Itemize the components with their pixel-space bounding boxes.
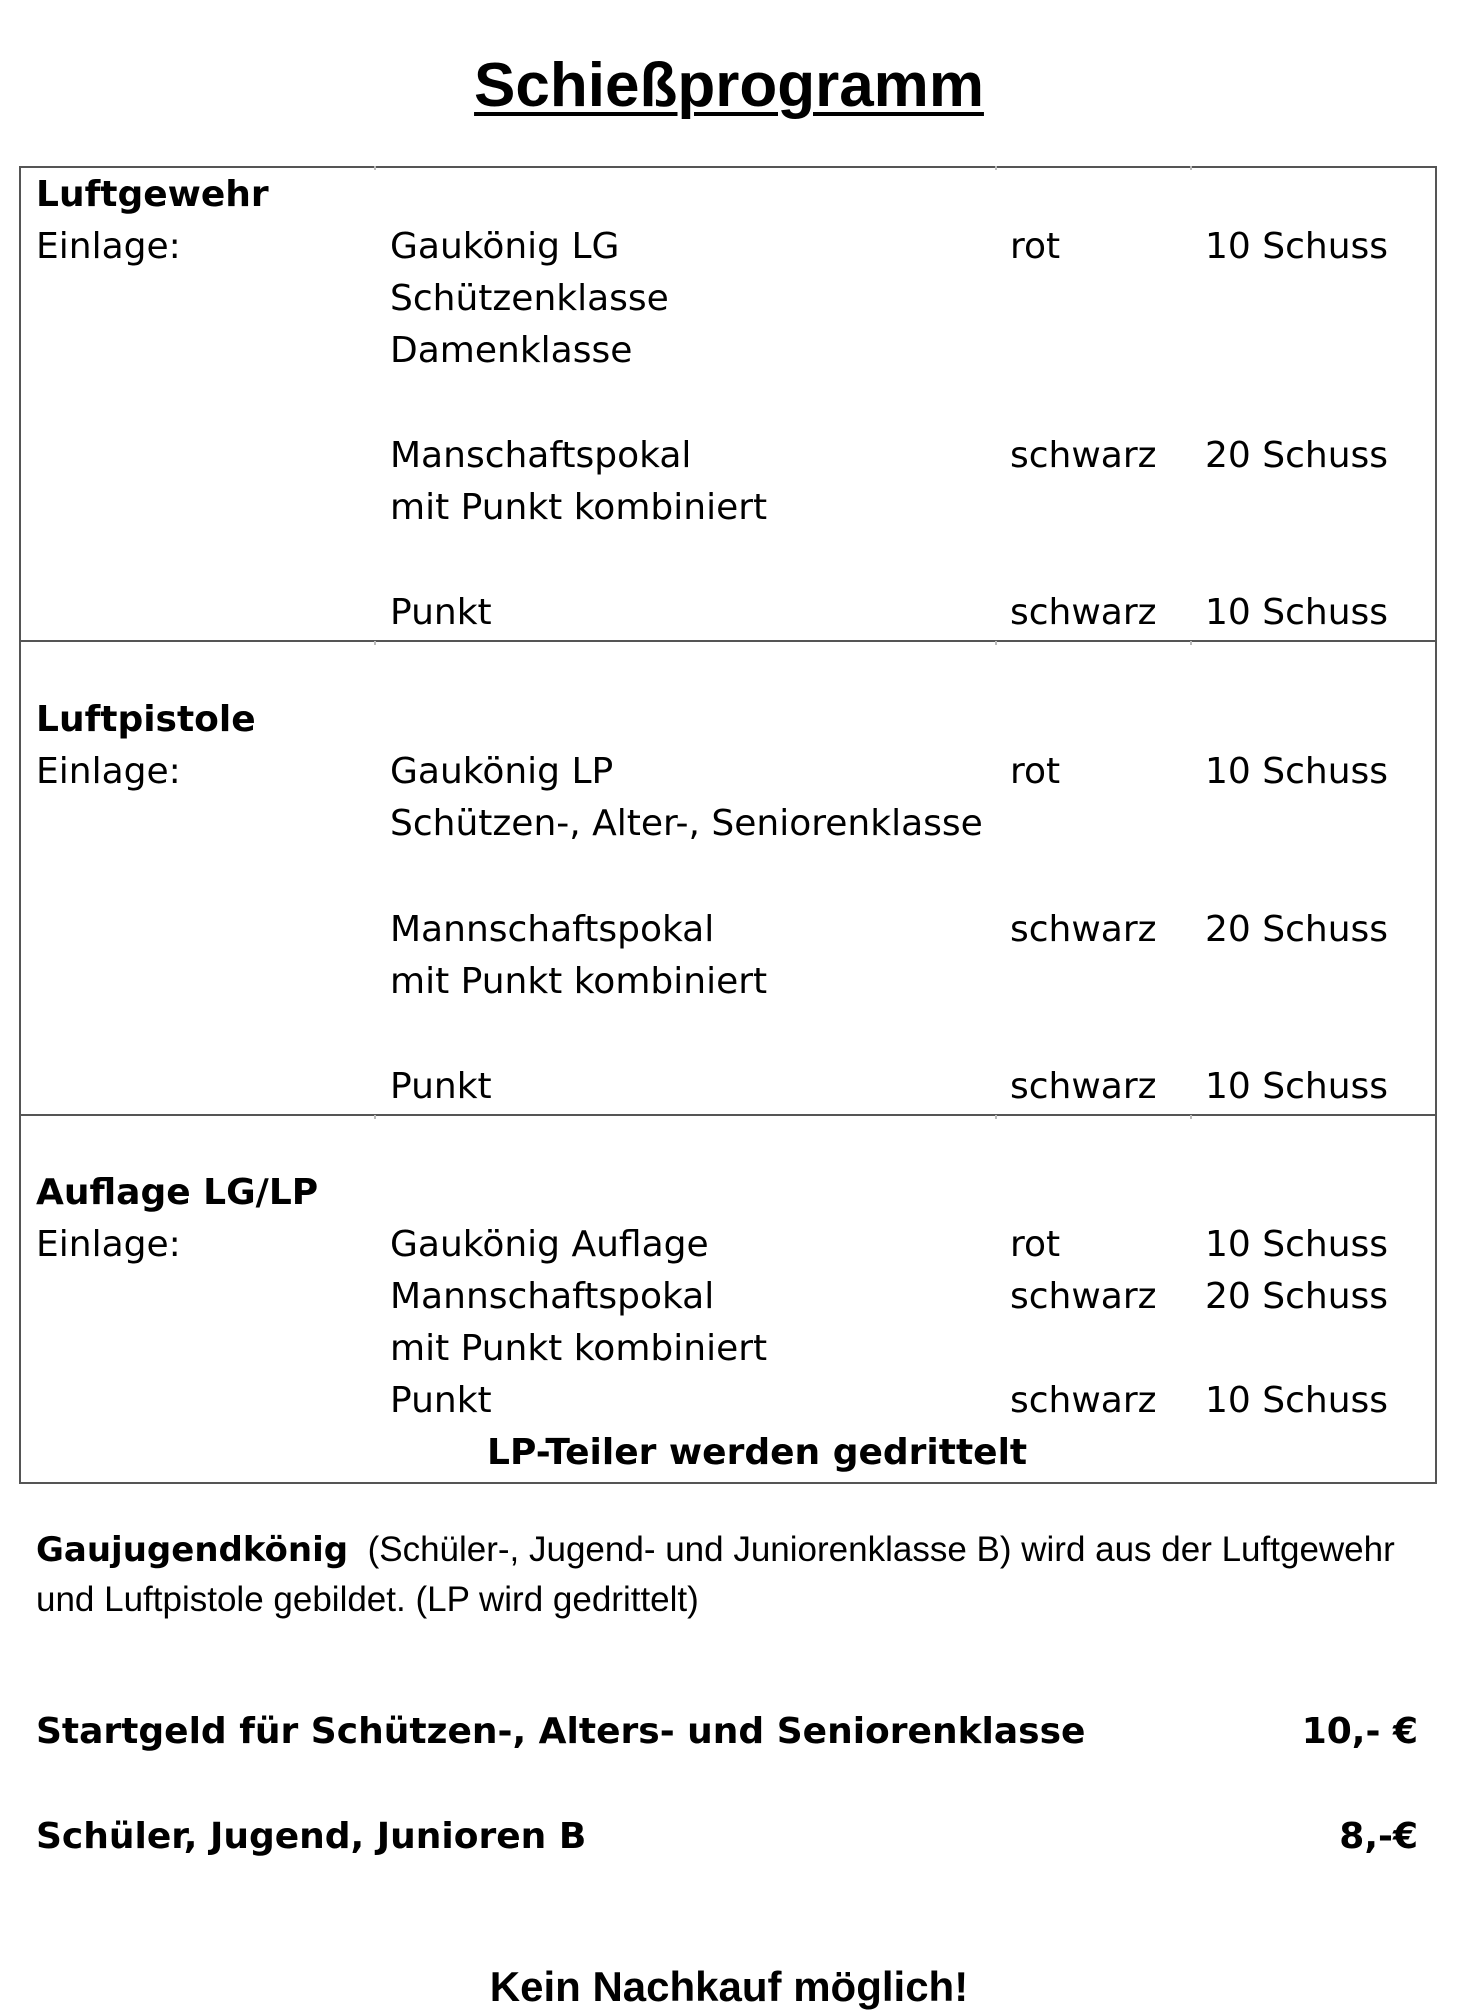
event-name: Punkt	[390, 592, 492, 633]
target-color: schwarz	[1010, 1380, 1157, 1421]
table-note: LP-Teiler werden gedrittelt	[487, 1432, 1028, 1473]
target-color: schwarz	[1010, 435, 1157, 476]
fee-amount: 8,-€	[1339, 1816, 1418, 1857]
section-heading-luftpistole: Luftpistole	[36, 699, 256, 740]
einlage-label: Einlage:	[36, 226, 181, 267]
target-color: schwarz	[1010, 909, 1157, 950]
shot-count: 20 Schuss	[1205, 1276, 1389, 1317]
target-color: rot	[1010, 1224, 1061, 1265]
shot-count: 10 Schuss	[1205, 1066, 1389, 1107]
event-name: Damenklasse	[390, 330, 633, 371]
event-name: Punkt	[390, 1066, 492, 1107]
section-heading-luftgewehr: Luftgewehr	[36, 174, 269, 215]
column-tick	[374, 641, 376, 645]
youth-text-line1: (Schüler-, Jugend- und Juniorenklasse B) wird aus der Luftgewehr	[367, 1530, 1395, 1569]
column-tick	[1190, 1115, 1192, 1119]
shot-count: 10 Schuss	[1205, 1224, 1389, 1265]
column-tick	[1190, 166, 1192, 170]
shot-count: 10 Schuss	[1205, 592, 1389, 633]
youth-paragraph	[36, 1525, 1436, 1625]
target-color: schwarz	[1010, 1276, 1157, 1317]
event-name: Schützen-, Alter-, Seniorenklasse	[390, 803, 983, 844]
page-title: Schießprogramm	[474, 51, 984, 120]
event-name: Manschaftspokal	[390, 435, 692, 476]
event-name: Gaukönig LG	[390, 226, 620, 267]
event-name: Gaukönig Auflage	[390, 1224, 709, 1265]
section-divider	[19, 1114, 1437, 1116]
event-name: Schützenklasse	[390, 278, 669, 319]
youth-text-line2: und Luftpistole gebildet. (LP wird gedrittelt)	[36, 1580, 699, 1619]
event-name: Punkt	[390, 1380, 492, 1421]
einlage-label: Einlage:	[36, 751, 181, 792]
shot-count: 20 Schuss	[1205, 435, 1389, 476]
event-name: mit Punkt kombiniert	[390, 487, 768, 528]
fee-label: Startgeld für Schützen-, Alters- und Seniorenklasse	[36, 1711, 1086, 1752]
shot-count: 10 Schuss	[1205, 1380, 1389, 1421]
target-color: schwarz	[1010, 592, 1157, 633]
column-tick	[995, 1115, 997, 1119]
target-color: schwarz	[1010, 1066, 1157, 1107]
event-name: Gaukönig LP	[390, 751, 614, 792]
event-name: Mannschaftspokal	[390, 1276, 715, 1317]
column-tick	[995, 166, 997, 170]
event-name: mit Punkt kombiniert	[390, 961, 768, 1002]
section-heading-auflage: Auflage LG/LP	[36, 1172, 319, 1213]
fee-label: Schüler, Jugend, Junioren B	[36, 1816, 587, 1857]
youth-lead: Gaujugendkönig	[36, 1530, 349, 1570]
shot-count: 10 Schuss	[1205, 751, 1389, 792]
column-tick	[374, 1115, 376, 1119]
target-color: rot	[1010, 751, 1061, 792]
target-color: rot	[1010, 226, 1061, 267]
section-divider	[19, 640, 1437, 642]
column-tick	[1190, 641, 1192, 645]
event-name: mit Punkt kombiniert	[390, 1328, 768, 1369]
shot-count: 20 Schuss	[1205, 909, 1389, 950]
column-tick	[374, 166, 376, 170]
column-tick	[995, 641, 997, 645]
fee-amount: 10,- €	[1301, 1711, 1418, 1752]
event-name: Mannschaftspokal	[390, 909, 715, 950]
closing-notice: Kein Nachkauf möglich!	[489, 1963, 969, 2010]
shot-count: 10 Schuss	[1205, 226, 1389, 267]
einlage-label: Einlage:	[36, 1224, 181, 1265]
